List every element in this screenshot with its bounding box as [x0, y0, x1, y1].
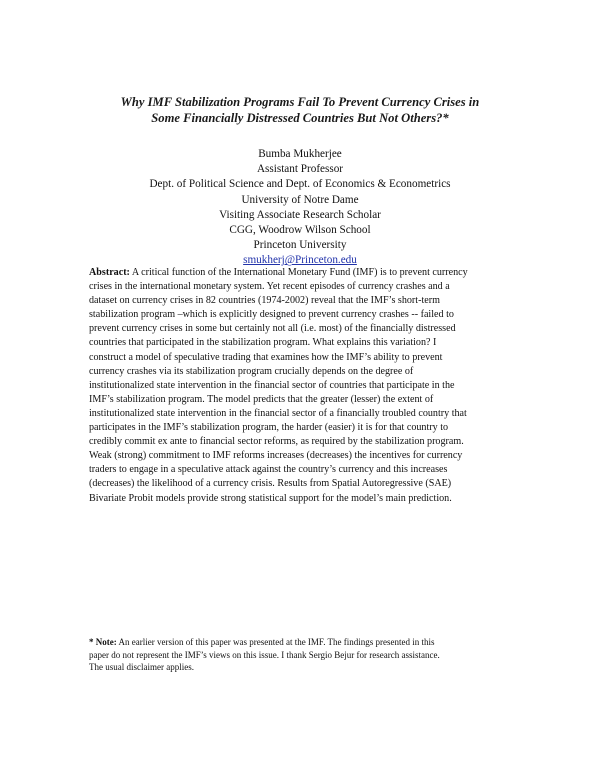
paper-title [60, 94, 540, 126]
abstract-line: participates in the IMF’s stabilization program, the harder (easier) it is for that country to [89, 422, 449, 434]
author-department: Dept. of Political Science and Dept. of Economics & Econometrics [149, 178, 451, 191]
abstract-line: institutionalized state intervention in the financial sector of a financially troubled country that [89, 407, 467, 419]
author-visiting-university: Princeton University [253, 239, 347, 252]
abstract-line: prevent currency crises in some but certainly not all (i.e. most) of the financially distressed [89, 323, 456, 335]
abstract-line-text: A critical function of the International Monetary Fund (IMF) is to prevent currency [129, 267, 468, 278]
author-university: University of Notre Dame [241, 193, 359, 206]
abstract-line: construct a model of speculative trading that examines how the IMF’s ability to prevent [89, 351, 443, 363]
abstract-line: (decreases) the likelihood of a currency crisis. Results from Spatial Autoregressive (SAE) [89, 478, 452, 490]
footnote-line: The usual disclaimer applies. [89, 662, 194, 673]
abstract-line: traders to engage in a speculative attack against the country’s currency and this increases [89, 464, 448, 476]
footnote [89, 636, 513, 674]
abstract-line: IMF’s stabilization program. The model predicts that the greater (lesser) the extent of [89, 393, 434, 405]
author-block [90, 147, 510, 269]
footnote-line [89, 636, 513, 649]
abstract-line: crises in the international monetary system. Yet recent episodes of currency crashes and a [89, 281, 450, 293]
author-visiting-role: Visiting Associate Research Scholar [219, 208, 381, 221]
abstract [89, 266, 513, 506]
author-email-link[interactable]: smukherj@Princeton.edu [243, 254, 357, 267]
abstract-line: institutionalized state intervention in the financial sector of countries that participate in the [89, 379, 455, 391]
abstract-label: Abstract: [89, 267, 130, 278]
abstract-line: stabilization program –which is explicitly designed to prevent currency crashes -- failed to [89, 309, 454, 321]
footnote-line-text: An earlier version of this paper was presented at the IMF. The findings presented in this [116, 637, 435, 647]
author-name: Bumba Mukherjee [258, 148, 342, 160]
footnote-line: paper do not represent the IMF’s views on this issue. I thank Sergio Bejur for research assistance. [89, 649, 440, 660]
abstract-line: Bivariate Probit models provide strong statistical support for the model’s main prediction. [89, 492, 452, 504]
abstract-line [89, 266, 513, 280]
abstract-line: dataset on currency crises in 82 countries (1974-2002) reveal that the IMF’s short-term [89, 295, 440, 307]
footnote-label: * Note: [89, 637, 117, 647]
author-position: Assistant Professor [256, 163, 344, 176]
abstract-line: countries that participated in the stabilization program. What explains this variation? I [89, 337, 437, 349]
abstract-line: currency crashes via its stabilization program crucially depends on the degree of [89, 365, 414, 377]
title-line-2: Some Financially Distressed Countries But Not Others?* [151, 111, 449, 125]
abstract-line: credibly commit ex ante to financial sector reforms, as required by the stabilization program. [89, 436, 464, 448]
abstract-line: Weak (strong) commitment to IMF reforms increases (decreases) the incentives for currency [89, 450, 463, 462]
title-line-1: Why IMF Stabilization Programs Fail To Prevent Currency Crises in [120, 95, 480, 109]
author-school: CGG, Woodrow Wilson School [229, 224, 371, 237]
